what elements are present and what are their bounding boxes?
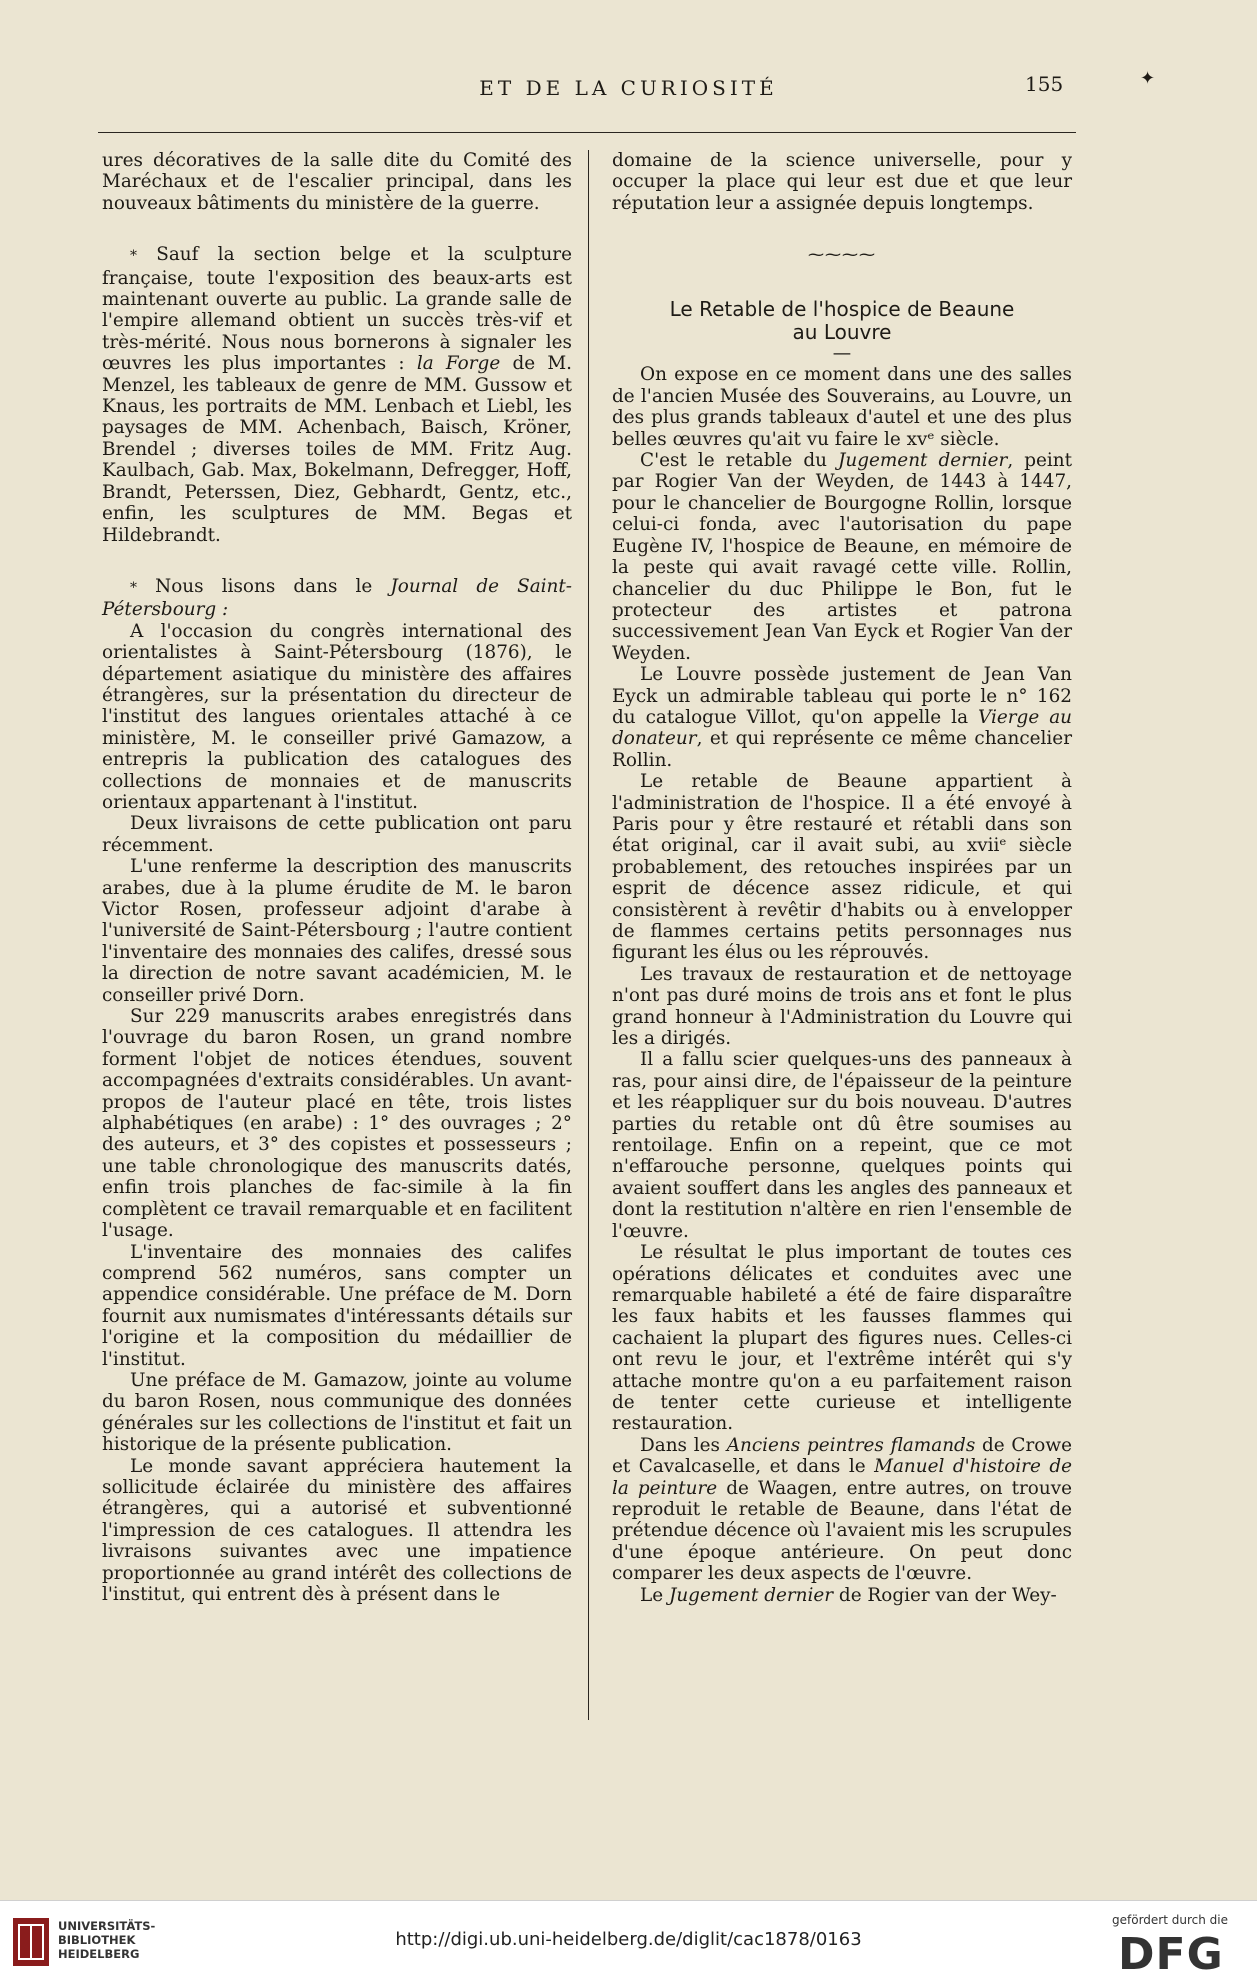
paragraph: Le Louvre possède justement de Jean Van Eyck un admirable tableau qui porte le n° 162 du catalogue Villot, qu'on appelle la Vierge au donateur, et qui représente ce même chancelier Rollin. bbox=[612, 664, 1073, 771]
dfg-logo: DFG bbox=[1118, 1929, 1224, 1980]
viewer-footer bbox=[0, 1900, 1257, 1988]
paragraph: Le Jugement dernier de Rogier van der Wey- bbox=[640, 1584, 1057, 1606]
paragraph: Le résultat le plus important de toutes ces opérations délicates et conduites avec une remarquable habileté a été de faire disparaître les faux habits et les fausses flammes qui cachaient la plupart des figures nues. Celles-ci ont revu le jour, et l'extrême intérêt qui s'y attache montre qu'on a eu parfaitement raison de tenter cette curieuse et intelligente restauration. bbox=[612, 1242, 1072, 1435]
left-column bbox=[102, 150, 572, 1605]
paragraph: * Nous lisons dans le Journal de Saint-Pétersbourg : bbox=[102, 575, 572, 621]
corner-mark: ✦ bbox=[1140, 68, 1156, 89]
article-subtitle: au Louvre bbox=[792, 319, 892, 344]
paragraph: domaine de la science universelle, pour y occuper la place qui leur est due et que leur réputation leur a assignée depuis longtemps. bbox=[612, 150, 1072, 214]
paragraph: Les travaux de restauration et de nettoyage n'ont pas duré moins de trois ans et font le plus grand honneur à l'Administration du Louvre qui les a dirigés. bbox=[612, 963, 1072, 1050]
paragraph: Il a fallu scier quelques-uns des panneaux à ras, pour ainsi dire, de l'épaisseur de la peinture et les réappliquer sur du bois nouveau. D'autres parties du retable ont dû être soumises au rentoilage. Enfin on a repeint, que ce mot n'effarouche personne, quelques points qui avaient souffert dans les angles des panneaux et dont la restitution n'altère en rien l'ensemble de l'œuvre. bbox=[612, 1049, 1072, 1242]
paragraph: L'inventaire des monnaies des califes comprend 562 numéros, sans compter un appendice considérable. Une préface de M. Dorn fournit aux numismates d'intéressants détails sur l'origine et la composition du médaillier de l'institut. bbox=[102, 1241, 572, 1370]
header-rule bbox=[98, 132, 1076, 133]
paragraph: Deux livraisons de cette publication ont paru récemment. bbox=[102, 813, 572, 856]
page-number: 155 bbox=[1025, 72, 1064, 96]
paragraph: Sur 229 manuscrits arabes enregistrés dans l'ouvrage du baron Rosen, un grand nombre forment l'objet de notices étendues, souvent accompagnées d'extraits considérables. Un avant-propos de l'auteur placé en tête, trois listes alphabétiques (en arabe) : 1° des ouvrages ; 2° des auteurs, et 3° des copistes et possesseurs ; une table chronologique des manuscrits datés, enfin trois planches de fac-simile à la fin complètent ce travail remarquable et en facilitent l'usage. bbox=[102, 1006, 572, 1242]
article-title: Le Retable de l'hospice de Beaune bbox=[669, 296, 1015, 321]
column-divider bbox=[588, 150, 589, 1720]
paragraph: Le retable de Beaune appartient à l'administration de l'hospice. Il a été envoyé à Paris pour y être restauré et rétabli dans son état original, car il avait subi, au xviiᵉ siècle probablement, des retouches inspirées par un esprit de décence assez ridicule, et qui consistèrent à revêtir d'habits ou à envelopper de flammes certains petits personnages nus figurant les élus ou les réprouvés. bbox=[612, 771, 1072, 964]
fleuron-ornament: ⁓⁓⁓⁓ bbox=[808, 245, 876, 265]
document-url[interactable]: http://digi.ub.uni-heidelberg.de/diglit/cac1878/0163 bbox=[395, 1929, 862, 1950]
asterism: * bbox=[130, 579, 137, 596]
paragraph: ures décoratives de la salle dite du Comité des Maréchaux et de l'escalier principal, dans les nouveaux bâtiments du ministère de la guerre. bbox=[102, 150, 572, 214]
paragraph: C'est le retable du Jugement dernier, peint par Rogier Van der Weyden, de 1443 à 1447, pour le chancelier de Bourgogne Rollin, lorsque celui-ci fonda, avec l'autorisation du pape Eugène IV, l'hospice de Beaune, en mémoire de la peste qui avait ravagé cette ville. Rollin, chancelier du duc Philippe le Bon, fut le protecteur des artistes et patrona successivement Jean Van Eyck et Rogier Van der Weyden. bbox=[612, 450, 1073, 664]
right-column bbox=[612, 150, 1072, 1606]
funding-note: gefördert durch die bbox=[1112, 1913, 1228, 1927]
paragraph: L'une renferme la description des manuscrits arabes, due à la plume érudite de M. le baron Victor Rosen, professeur adjoint d'arabe à l'université de Saint-Pétersbourg ; l'autre contient l'inventaire des monnaies des califes, dressé sous la direction de notre savant académicien, M. le conseiller privé Dorn. bbox=[102, 856, 572, 1006]
paragraph: A l'occasion du congrès international des orientalistes à Saint-Pétersbourg (1876), le département asiatique du ministère des affaires étrangères, sur la présentation du directeur de l'institut des langues orientales attaché à ce ministère, M. le conseiller privé Gamazow, a entrepris la publication des catalogues des collections de monnaies et de manuscrits orientaux appartenant à l'institut. bbox=[102, 620, 572, 813]
title-dash: — bbox=[832, 343, 852, 365]
paragraph: Une préface de M. Gamazow, jointe au volume du baron Rosen, nous communique des données générales sur les collections de l'institut et fait un historique de la présente publication. bbox=[102, 1369, 572, 1456]
paragraph: * Sauf la section belge et la sculpture française, toute l'exposition des beaux-arts est maintenant ouverte au public. La grande salle de l'empire allemand obtient un succès très-vif et très-mérité. Nous nous bornerons à signaler les œuvres les plus importantes : la Forge de M. Menzel, les tableaux de genre de MM. Gussow et Knaus, les portraits de MM. Lenbach et Liebl, les paysages de MM. Achenbach, Baisch, Kröner, Brendel ; diverses toiles de MM. Fritz Aug. Kaulbach, Gab. Max, Bokelmann, Defregger, Hoff, Brandt, Peterssen, Diez, Gebhardt, Gentz, etc., enfin, les sculptures de MM. Begas et Hildebrandt. bbox=[102, 244, 573, 546]
institution-name: UNIVERSITÄTS- BIBLIOTHEK HEIDELBERG bbox=[58, 1919, 156, 1961]
paragraph: Le monde savant appréciera hautement la sollicitude éclairée du ministère des affaires étrangères, qui a autorisé et subventionné l'impression de ces catalogues. Il attendra les livraisons suivantes avec une impatience proportionnée au grand intérêt des collections de l'institut, qui entrent dès à présent dans le bbox=[102, 1455, 572, 1605]
running-title: ET DE LA CURIOSITÉ bbox=[479, 76, 778, 100]
asterism: * bbox=[130, 248, 137, 265]
paragraph: On expose en ce moment dans une des salles de l'ancien Musée des Souverains, au Louvre, un des plus grands tableaux d'autel et une des plus belles œuvres qu'ait vu faire le xvᵉ siècle. bbox=[612, 364, 1072, 450]
paragraph: Dans les Anciens peintres flamands de Crowe et Cavalcaselle, et dans le Manuel d'histoire de la peinture de Waagen, entre autres, on trouve reproduit le retable de Beaune, dans l'état de prétendue décence où l'avaient mis les scrupules d'une époque antérieure. On peut donc comparer les deux aspects de l'œuvre. bbox=[612, 1434, 1072, 1585]
